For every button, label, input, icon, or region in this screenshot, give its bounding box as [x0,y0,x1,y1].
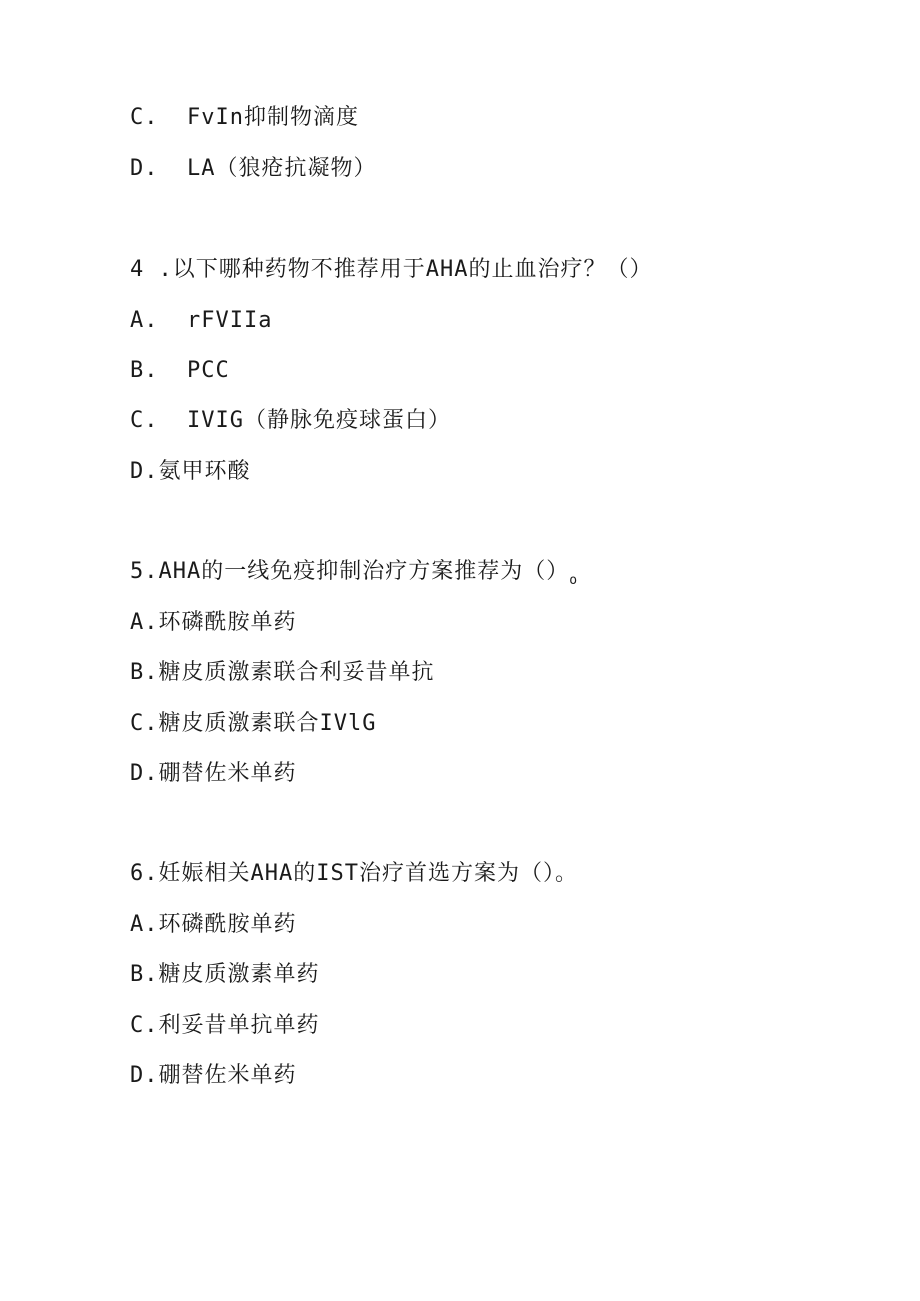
question-5-stem [130,557,578,596]
question-5-stem-suffix: o [569,573,579,588]
question-6-option-d: D.硼替佐米单药 [130,1063,297,1088]
question-5-stem-text: 5.AHA的一线免疫抑制治疗方案推荐为（） [130,559,570,584]
question-4-option-a: A. rFVIIa [130,308,273,333]
question-5-option-b: B.糖皮质激素联合利妥昔单抗 [130,660,435,685]
question-4-option-c: C. IVIG（静脉免疫球蛋白） [130,408,451,433]
question-5-option-c: C.糖皮质激素联合IVlG [130,711,377,736]
question-4-option-d: D.氨甲环酸 [130,459,251,484]
question-4-option-b: B. PCC [130,358,230,383]
option-d-prev: D. LA（狼疮抗凝物） [130,156,377,181]
question-5-option-a: A.环磷酰胺单药 [130,610,297,635]
question-4-stem: 4 .以下哪种药物不推荐用于AHA的止血治疗？（） [130,257,653,282]
question-5-option-d: D.硼替佐米单药 [130,761,297,786]
question-6-option-a: A.环磷酰胺单药 [130,912,297,937]
question-6-stem: 6.妊娠相关AHA的IST治疗首选方案为（）。 [130,861,578,886]
option-c-prev: C. FvIn抑制物滴度 [130,105,359,130]
question-6-option-c: C.利妥昔单抗单药 [130,1013,320,1038]
question-6-option-b: B.糖皮质激素单药 [130,962,320,987]
